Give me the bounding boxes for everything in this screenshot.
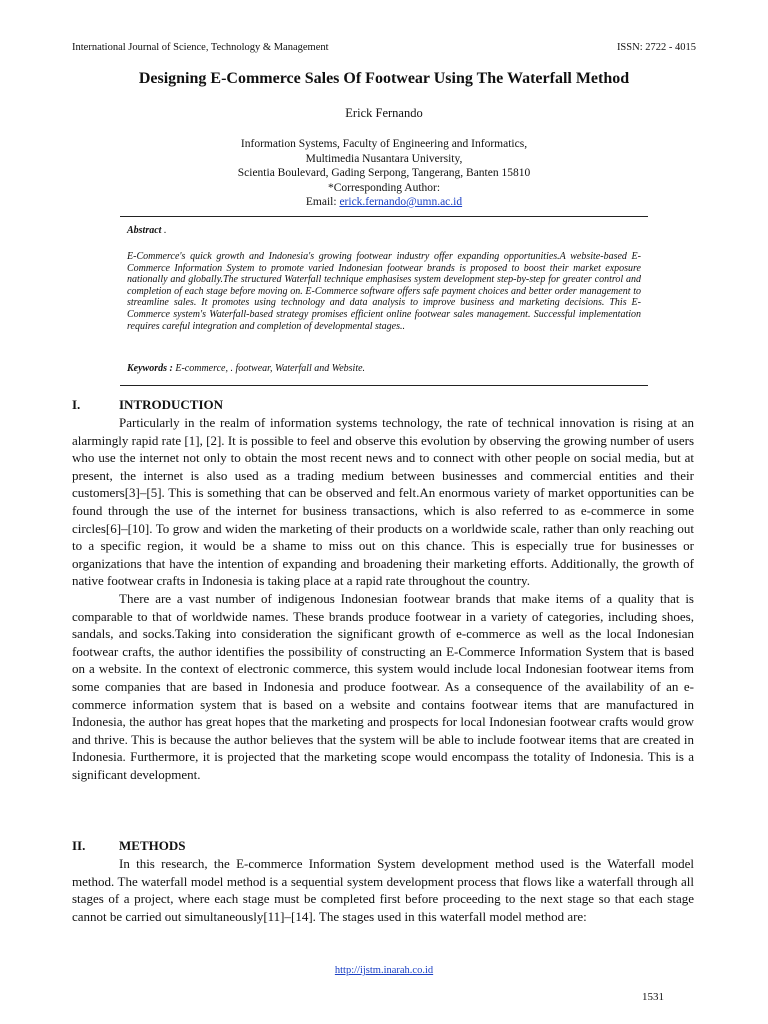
paper-title: Designing E-Commerce Sales Of Footwear Using The Waterfall Method xyxy=(138,70,630,87)
corresponding-author-label: *Corresponding Author: xyxy=(327,181,441,194)
section-title: INTRODUCTION xyxy=(119,397,224,412)
abstract-heading xyxy=(127,225,166,236)
keywords-label: Keywords : xyxy=(127,363,173,374)
footer xyxy=(0,965,768,976)
section-number: II. xyxy=(72,838,86,853)
abstract-label-suffix: . xyxy=(161,225,167,236)
affiliation xyxy=(72,137,696,210)
section-number: I. xyxy=(72,397,81,412)
paragraph: In this research, the E-commerce Information System development method used is the Waterfall model method. The waterfall model method is a sequential system development process that flows like a waterfall through all stages of a project, where each stage must be completed first before proceeding to the next stage so that each stage cannot be carried out simultaneously[11]–[14]. The stages used in this waterfall model method are: xyxy=(72,856,694,924)
email-line xyxy=(72,195,696,210)
affiliation-line: Multimedia Nusantara University, xyxy=(305,152,463,165)
section-heading-methods xyxy=(72,838,185,854)
paragraph: Particularly in the realm of information systems technology, the rate of technical innovation is rising at an alarmingly rapid rate [1], [2]. It is possible to feel and observe this evolution by observing the growing number of users who use the internet not only to obtain the most recent news and to connect with other people on social media, but at present, the internet is also used as a trading medium between businesses and commercial entities and their customers[3]–[5]. This is something that can be observed and felt.An enormous variety of market opportunities can be found through the use of the internet for business transactions, which is also referred to as e-commerce in some circles[6]–[10]. To grow and widen the marketing of their products on a worldwide scale, rather than only reaching out to a specific region, it would be a shame to miss out on this chance. This is especially true for businesses or organizations that have the intention of expanding and broadening their marketing efforts. Additionally, the growth of native footwear crafts in Indonesia is taking place at a rapid rate throughout the country. xyxy=(72,415,694,589)
affiliation-line: Information Systems, Faculty of Engineering and Informatics, xyxy=(240,138,528,150)
journal-name: International Journal of Science, Technology & Management xyxy=(72,42,329,53)
page-number: 1531 xyxy=(642,991,664,1003)
keywords xyxy=(127,363,365,374)
issn: ISSN: 2722 - 4015 xyxy=(616,42,696,53)
abstract-text: E-Commerce's quick growth and Indonesia's growing footwear industry offer expanding opportunities.A website-based E-Commerce Information System to promote varied Indonesian footwear brands is proposed to boost their market exposure nationally and globally.The structured Waterfall technique emphasises system development step-by-step for greater control and completion of each stage before moving on. E-Commerce software offers safe payment choices and better order management to streamline sales. It promotes using technology and data analysis to improve business and marketing decisions. This E-Commerce system's Waterfall-based strategy promises efficient online footwear sales management. Successful implementation requires careful integration and completion of developmental stages.. xyxy=(127,251,641,332)
author-name: Erick Fernando xyxy=(345,106,423,120)
abstract-top-rule xyxy=(120,216,648,217)
affiliation-line: Scientia Boulevard, Gading Serpong, Tangerang, Banten 15810 xyxy=(237,167,531,179)
email-link[interactable]: erick.fernando@umn.ac.id xyxy=(339,196,463,208)
abstract-label: Abstract xyxy=(127,225,162,236)
paragraph: There are a vast number of indigenous Indonesian footwear brands that make items of a quality that is comparable to that of worldwide names. These brands produce footwear in a variety of categories, including shoes, sandals, and socks.Taking into consideration the significant growth of e-commerce as well as the local Indonesian footwear crafts, the author identifies the possibility of constructing an E-Commerce Information System that is based on a website. In the context of electronic commerce, this system would include local Indonesian footwear items from some companies that are based in Indonesia and produce footwear. As a consequence of the availability of an e-commerce information system that is based on a website and contains footwear items that are manufactured in Indonesia, the author has great hopes that the marketing and prospects for local Indonesian footwear crafts would grow and thrive. This is because the author believes that the system will be able to include footwear items that are created in Indonesia. Furthermore, it is projected that the marketing scope would encompass the totality of Indonesia. This is a significant development. xyxy=(72,590,694,782)
methods-body xyxy=(72,855,694,925)
email-label: Email: xyxy=(305,196,340,208)
keywords-list: E-commerce, . footwear, Waterfall and Website. xyxy=(172,363,366,374)
journal-url-link[interactable]: http://ijstm.inarah.co.id xyxy=(334,965,434,976)
section-title: METHODS xyxy=(119,838,186,853)
abstract-bottom-rule xyxy=(120,385,648,386)
section-heading-introduction xyxy=(72,397,223,413)
introduction-body xyxy=(72,414,694,783)
